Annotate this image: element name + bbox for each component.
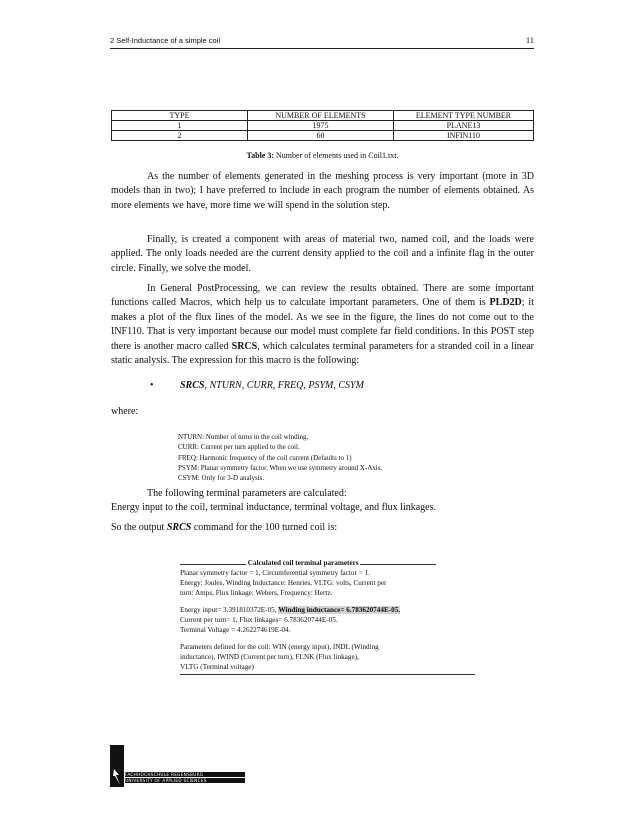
text-run: So the output xyxy=(111,522,167,533)
table-header-cell: TYPE xyxy=(112,111,248,121)
output-line: Energy: Joules, Winding Inductance: Henries, VLTG: volts, Current per xyxy=(180,579,387,587)
text-line: Energy input to the coil, terminal inductance, terminal voltage, and flux linkages. xyxy=(111,502,436,514)
definition-item: CSYM: Only for 3-D analysis. xyxy=(178,474,265,483)
caption-label: Table 3: xyxy=(246,151,275,160)
text-run: ; it makes a plot of the flux lines of the model. As we see in the figure, the lines do not come out to the INF110. That is very important because our model must complete far field conditions. In this POST step there is another macro called xyxy=(111,297,534,352)
table-header-cell: NUMBER OF ELEMENTS xyxy=(248,111,394,121)
output-line: inductance), IWIND (Current per turn), FLNK (Flux linkage), xyxy=(180,653,359,661)
title-rule-right xyxy=(360,557,436,565)
output-line: VLTG (Terminal voltage) xyxy=(180,663,254,671)
caption-text: Number of elements used in Coil1.txt. xyxy=(274,151,399,160)
where-label: where: xyxy=(111,406,139,417)
output-line: Parameters defined for the coil: WIN (energy input), INDL (Winding xyxy=(180,643,379,651)
macro-syntax xyxy=(180,380,364,391)
output-line xyxy=(180,605,475,615)
table-row xyxy=(112,131,534,141)
page-number: 11 xyxy=(525,35,534,45)
parameter-definitions xyxy=(178,432,478,483)
table-cell: INFIN110 xyxy=(394,131,534,141)
paragraph-meshing: As the number of elements generated in the meshing process is very important (more in 3D models than in two); I have preferred to include in each program the number of elements obtained. As more elements we have, more time we will spend in the solution step. xyxy=(111,171,534,211)
bullet-marker: • xyxy=(150,380,154,391)
text-run: command for the 100 turned coil is: xyxy=(191,522,338,533)
table-header-row xyxy=(112,111,534,121)
logo-text-line2: UNIVERSITY OF APPLIED SCIENCES xyxy=(125,778,245,783)
macro-command: SRCS xyxy=(180,380,205,391)
definition-item: PSYM: Planar symmetry factor. When we use symmetry around X-Axis. xyxy=(178,463,383,472)
output-bottom-rule xyxy=(180,674,475,675)
paragraph-output-intro xyxy=(111,522,337,533)
title-rule-left xyxy=(180,557,246,565)
output-line: Planar symmetry factor = 1, Circumferential symmetry factor = 1. xyxy=(180,569,370,577)
definition-item: FREQ: Harmonic frequency of the coil current (Defaults to 1) xyxy=(178,453,352,462)
table-cell: 2 xyxy=(112,131,248,141)
table-cell: PLANE13 xyxy=(394,121,534,131)
logo-text-line1: FACHHOCHSCHULE REGENSBURG xyxy=(125,772,245,777)
output-title: Calculated coil terminal parameters xyxy=(247,559,359,567)
table-cell: 60 xyxy=(248,131,394,141)
output-line: Current per turn= 1, Flux linkages= 6.783620744E-05. xyxy=(180,616,338,624)
table-cell: 1 xyxy=(112,121,248,131)
macro-name-pld2d: PLD2D xyxy=(489,297,522,309)
table-header-cell: ELEMENT TYPE NUMBER xyxy=(394,111,534,121)
output-line: Terminal Voltage = 4.262274619E-04. xyxy=(180,626,291,634)
winding-inductance-highlight: Winding inductance= 6.783620744E-05. xyxy=(278,606,401,614)
text-run: In General PostProcessing, we can review the results obtained. There are some important functions called Macros, which help us to calculate important parameters. One of them is xyxy=(111,283,534,309)
paragraph-component: Finally, is created a component with areas of material two, named coil, and the loads were applied. The only loads needed are the current density applied to the coil and a infinite flag in the outer circle. Finally, we solve the model. xyxy=(111,234,534,274)
output-title-line xyxy=(180,557,475,568)
university-logo xyxy=(110,745,245,787)
output-line: turn: Amps, Flux linkage: Webers, Frequency: Hertz. xyxy=(180,589,333,597)
definition-item: NTURN: Number of turns in the coil winding. xyxy=(178,433,309,441)
srcs-output-block xyxy=(180,557,475,675)
logo-mark-icon xyxy=(110,745,124,787)
macro-args: , NTURN, CURR, FREQ, PSYM, CSYM xyxy=(204,380,364,391)
header-section-title: 2 Self-Inductance of a simple coil xyxy=(110,36,221,45)
table-row xyxy=(112,121,534,131)
definition-item: CURR: Current per turn applied to the coil. xyxy=(178,443,300,452)
paragraph-terminal-parameters xyxy=(111,487,534,516)
text-line: The following terminal parameters are calculated: xyxy=(147,488,347,499)
macro-name-srcs: SRCS xyxy=(231,340,258,352)
element-types-table xyxy=(111,110,534,141)
table-cell: 1975 xyxy=(248,121,394,131)
paragraph-postprocessing xyxy=(111,282,534,368)
running-header xyxy=(110,35,534,49)
energy-input: Energy input= 3.391810372E-05, xyxy=(180,606,279,614)
text-run: , which calculates terminal parameters for a stranded coil in a linear static analysis. The expression for this macro is the following: xyxy=(111,340,534,367)
macro-command: SRCS xyxy=(166,522,192,533)
table-caption xyxy=(111,151,534,160)
